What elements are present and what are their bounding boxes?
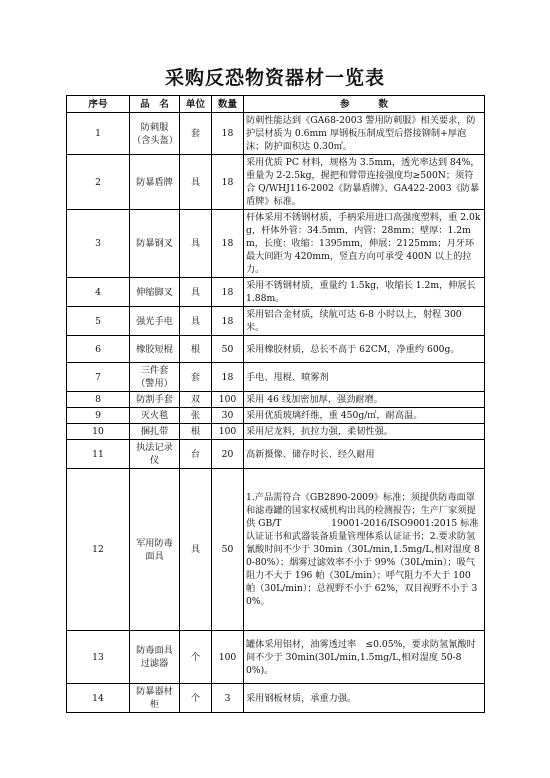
row-qty: 3	[212, 684, 244, 713]
row-qty: 20	[212, 440, 244, 469]
row-no: 5	[67, 307, 130, 336]
row-unit: 套	[180, 113, 212, 155]
row-name: 三件套（警用）	[130, 363, 180, 392]
row-name: 防毒面具过滤器	[130, 631, 180, 684]
row-unit: 根	[180, 424, 212, 440]
row-name: 执法记录仪	[130, 440, 180, 469]
row-no: 8	[67, 392, 130, 408]
table-row	[67, 631, 485, 684]
row-name: 强光手电	[130, 307, 180, 336]
row-qty: 18	[212, 363, 244, 392]
row-name: 防暴钢叉	[130, 210, 180, 278]
row-no: 6	[67, 336, 130, 363]
row-spec: 采用尼龙料，抗拉力强，柔韧性强。	[244, 424, 485, 440]
table-row	[67, 408, 485, 424]
row-qty: 50	[212, 336, 244, 363]
row-spec: 采用优质 PC 材料，规格为 3.5mm，透光率达到 84%，重量为 2-2.5kg，握把和臂带连接强度均≥500N；须符合 Q/WHJ116-2002《防暴盾牌》、GA422-2003《防暴盾牌》标准。	[244, 155, 485, 210]
row-spec: 采用铝合金材质，续航可达 6-8 小时以上，射程 300 米。	[244, 307, 485, 336]
row-unit: 具	[180, 155, 212, 210]
header-unit: 单位	[180, 96, 212, 113]
table-row	[67, 278, 485, 307]
row-no: 12	[67, 469, 130, 631]
row-spec	[244, 469, 485, 631]
table-row	[67, 424, 485, 440]
row-name: 伸缩脚叉	[130, 278, 180, 307]
row-qty: 18	[212, 113, 244, 155]
row-unit: 根	[180, 336, 212, 363]
row-spec: 杆体采用不锈钢材质，手柄采用进口高强度塑料，重 2.0kg，杆体外管：34.5mm，内管：28mm；壁厚：1.2mm，长度：收缩：1395mm，伸展：2125mm；月牙环最大间距为 420mm，竖直方向可承受 400N 以上的拉力。	[244, 210, 485, 278]
row-no: 3	[67, 210, 130, 278]
row-qty: 18	[212, 210, 244, 278]
header-spec: 参 数	[244, 96, 485, 113]
row-name: 防暴器材柜	[130, 684, 180, 713]
spec-text: 2016/ISO9001:2015 标准认证证书和武器装备质量管理体系认证证书；2.要求防氢氰酸时间不少于 30min（30L/min,1.5mg/L,相对湿度 80-80%）；烟雾过滤效率不小于 99%（30L/min）；吸气阻力不大于 196 帕（30L/min）；呼气阻力不大于 100 帕（30L/min）；总视野不小于 62%，双目视野不小于 30%。	[246, 518, 480, 607]
row-no: 11	[67, 440, 130, 469]
table-row	[67, 336, 485, 363]
row-unit: 具	[180, 307, 212, 336]
row-unit: 具	[180, 469, 212, 631]
row-unit: 张	[180, 408, 212, 424]
row-no: 10	[67, 424, 130, 440]
row-name: 捆扎带	[130, 424, 180, 440]
table-row	[67, 392, 485, 408]
row-qty: 100	[212, 424, 244, 440]
row-qty: 100	[212, 392, 244, 408]
row-name: 橡胶短棍	[130, 336, 180, 363]
row-unit: 个	[180, 684, 212, 713]
row-unit: 台	[180, 440, 212, 469]
row-no: 13	[67, 631, 130, 684]
table-header-row	[67, 96, 485, 113]
spec-text: 1.产品需符合《GB2890-2009》标准；须提供防毒面罩和滤毒罐的国家权威机构出具的检测报告；生产厂家须提供 GB/T	[246, 492, 476, 529]
row-no: 7	[67, 363, 130, 392]
table-row	[67, 363, 485, 392]
table-row	[67, 440, 485, 469]
row-spec: 采用优质玻璃纤维，重 450g/㎡，耐高温。	[244, 408, 485, 424]
row-no: 14	[67, 684, 130, 713]
row-unit: 套	[180, 363, 212, 392]
table-row	[67, 684, 485, 713]
header-no: 序号	[67, 96, 130, 113]
row-spec: 采用 46 线加密加厚，强劲耐磨。	[244, 392, 485, 408]
row-spec: 防刺性能达到《GA68-2003 警用防刺服》相关要求，防护层材质为 0.6mm 厚钢板压制成型后搭接铆制+厚泡沫；防护面积达 0.30㎡。	[244, 113, 485, 155]
row-spec: 采用不锈钢材质，重量约 1.5kg，收缩长 1.2m，伸展长 1.88m。	[244, 278, 485, 307]
row-qty: 18	[212, 307, 244, 336]
row-qty: 30	[212, 408, 244, 424]
row-no: 9	[67, 408, 130, 424]
row-qty: 18	[212, 278, 244, 307]
header-name: 品 名	[130, 96, 180, 113]
page-title: 采购反恐物资器材一览表	[164, 67, 385, 89]
row-name: 防割手套	[130, 392, 180, 408]
table-row	[67, 307, 485, 336]
row-unit: 具	[180, 210, 212, 278]
row-unit: 个	[180, 631, 212, 684]
row-unit: 具	[180, 278, 212, 307]
row-name: 防刺服（含头盔）	[130, 113, 180, 155]
row-no: 4	[67, 278, 130, 307]
row-no: 1	[67, 113, 130, 155]
header-qty: 数量	[212, 96, 244, 113]
materials-table	[66, 95, 485, 713]
row-spec: 高新摄像、储存时长、经久耐用	[244, 440, 485, 469]
row-qty: 100	[212, 631, 244, 684]
row-spec: 罐体采用铝材，油雾透过率 ≤0.05%，要求防氢氰酸时间不少于 30min(30L/min,1.5mg/L,相对湿度 50-80%)。	[244, 631, 485, 684]
spec-text: 19001-	[331, 518, 364, 529]
row-name: 灭火毯	[130, 408, 180, 424]
row-spec: 手电、甩棍、喷雾剂	[244, 363, 485, 392]
table-row	[67, 210, 485, 278]
table-row	[67, 155, 485, 210]
table-row	[67, 113, 485, 155]
row-name: 军用防毒面具	[130, 469, 180, 631]
row-spec: 采用橡胶材质，总长不高于 62CM，净重约 600g。	[244, 336, 485, 363]
row-no: 2	[67, 155, 130, 210]
row-qty: 50	[212, 469, 244, 631]
table-row	[67, 469, 485, 631]
row-qty: 18	[212, 155, 244, 210]
row-spec: 采用钢板材质，承重力强。	[244, 684, 485, 713]
row-unit: 双	[180, 392, 212, 408]
row-name: 防暴盾牌	[130, 155, 180, 210]
